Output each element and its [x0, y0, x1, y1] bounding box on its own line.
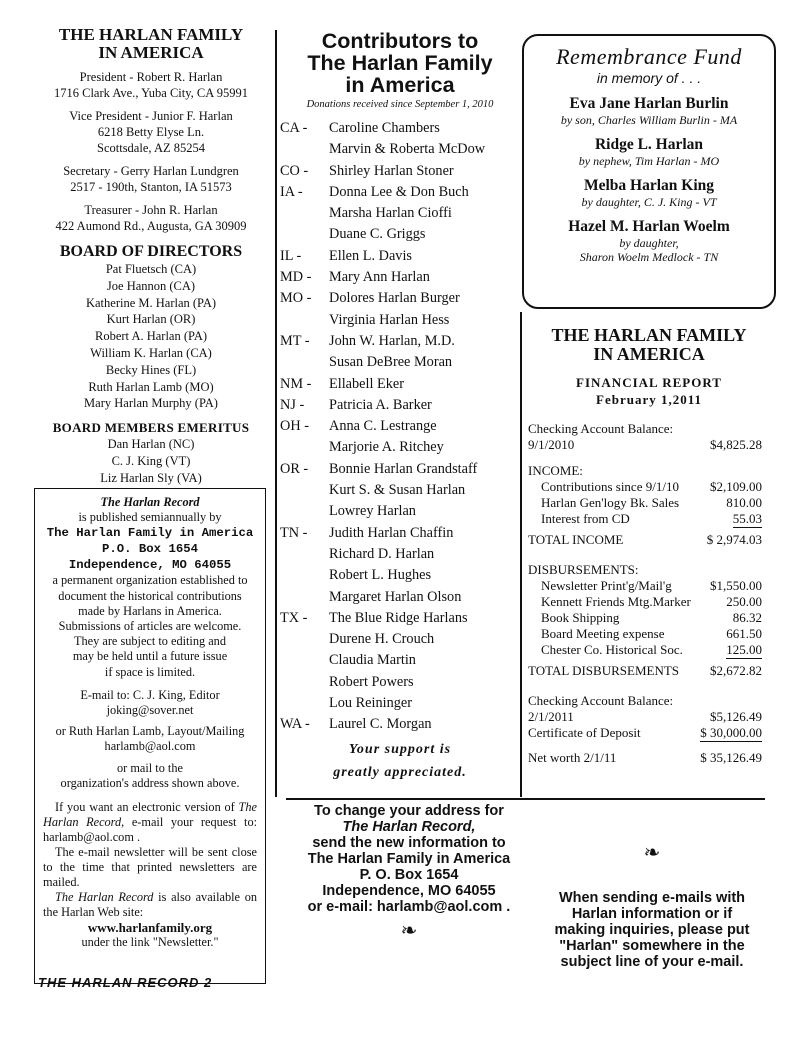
- vice-president: Vice President - Junior F. Harlan 6218 Betty Elyse Ln. Scottsdale, AZ 85254: [69, 109, 233, 155]
- email-instructions-notice: When sending e-mails with Harlan information or if making inquiries, please put "Harlan" somewhere in the subject line of your e-mail.: [554, 890, 750, 970]
- memorial-donor: by daughter,: [619, 236, 679, 250]
- contributor-row: [280, 565, 520, 586]
- contributor-name: Virginia Harlan Hess: [329, 311, 450, 328]
- contributor-name: Donna Lee & Don Buch: [329, 183, 469, 200]
- income-row: Harlan Gen'logy Bk. Sales 810.00: [541, 495, 762, 510]
- state: MT -: [280, 332, 310, 349]
- contributor-name: Marjorie A. Ritchey: [329, 439, 444, 456]
- contributor-row: [280, 288, 520, 309]
- contributor-row: [280, 480, 520, 501]
- contributor-name: Robert L. Hughes: [329, 567, 432, 584]
- contributor-name: Duane C. Griggs: [329, 226, 426, 243]
- contributor-row: [280, 161, 520, 182]
- remembrance-subtitle: in memory of . . .: [596, 70, 702, 86]
- state: OR -: [280, 460, 309, 477]
- contributor-name: Ellen L. Davis: [329, 247, 412, 264]
- memorial-name: Melba Harlan King: [583, 177, 715, 194]
- remembrance-fund-box: [522, 34, 776, 309]
- state: NM -: [280, 375, 312, 392]
- memorial-donor: by son, Charles William Burlin - MA: [560, 113, 738, 127]
- state: [280, 693, 329, 714]
- state: IA -: [280, 183, 303, 200]
- emeritus-heading: BOARD MEMBERS EMERITUS: [52, 420, 250, 436]
- contributor-row: [280, 608, 520, 629]
- board-member: William K. Harlan (CA): [90, 345, 212, 360]
- state: [280, 480, 329, 501]
- contributor-row: [280, 267, 520, 288]
- po-box: P.O. Box 1654: [102, 542, 198, 557]
- contributor-row: [280, 693, 520, 714]
- memorial-donor: by daughter, C. J. King - VT: [581, 195, 717, 209]
- change-address-notice: To change your address for The Harlan Record, send the new information to The Harlan Family in America P. O. Box 1654 Independence, MO 64055 or e-mail: harlamb@aol.com . ❧: [286, 803, 532, 939]
- thanks-line-2: greatly appreciated.: [333, 765, 467, 780]
- contributor-row: [280, 224, 520, 245]
- contributor-row: [280, 374, 520, 395]
- ornament-icon: ❧: [643, 842, 661, 864]
- officers-column: [36, 26, 266, 487]
- contributor-row: [280, 714, 520, 735]
- contributors-list: [280, 118, 520, 736]
- memorial-donor: by nephew, Tim Harlan - MO: [578, 154, 720, 168]
- board-member: Ruth Harlan Lamb (MO): [88, 379, 214, 394]
- board-member: Mary Harlan Murphy (PA): [84, 396, 218, 411]
- emeritus-member: Dan Harlan (NC): [107, 437, 195, 452]
- president: President - Robert R. Harlan 1716 Clark Ave., Yuba City, CA 95991: [54, 70, 248, 100]
- state: [280, 629, 329, 650]
- contributor-name: The Blue Ridge Harlans: [329, 609, 468, 626]
- remembrance-entry: [524, 218, 774, 264]
- contributor-row: [280, 331, 520, 352]
- state: [280, 565, 329, 586]
- contributor-name: Susan DeBree Moran: [329, 354, 453, 371]
- certificate-of-deposit-row: Certificate of Deposit $ 30,000.00: [528, 725, 762, 740]
- editor-email-label: E-mail to: C. J. King, Editor: [80, 687, 220, 702]
- state: [280, 672, 329, 693]
- memorial-donor: Sharon Woelm Medlock - TN: [579, 250, 719, 264]
- contributor-row: [280, 246, 520, 267]
- electronic-version-note: If you want an electronic version of The Harlan Record, e-mail your request to: harlamb@aol.com .: [43, 800, 258, 845]
- contributor-name: Caroline Chambers: [329, 120, 440, 136]
- contributor-name: Robert Powers: [329, 673, 414, 690]
- closing-balance-row: 2/1/2011 $5,126.49: [528, 709, 762, 724]
- disbursement-row: Board Meeting expense 661.50: [541, 626, 762, 641]
- remembrance-entry: [524, 136, 774, 168]
- state: [280, 139, 329, 160]
- contributors-title: Contributors to The Harlan Family in America: [307, 29, 493, 97]
- remembrance-title: Remembrance Fund: [556, 44, 742, 69]
- contributor-row: [280, 501, 520, 522]
- record-title: The Harlan Record: [100, 495, 200, 509]
- board-member: Joe Hannon (CA): [106, 278, 196, 293]
- state: OH -: [280, 418, 309, 435]
- ornament-icon: ❧: [400, 920, 418, 942]
- website-note: The Harlan Record is also available on the Harlan Web site:: [43, 890, 257, 920]
- emeritus-member: Liz Harlan Sly (VA): [100, 470, 202, 485]
- editor-email[interactable]: joking@sover.net: [106, 703, 194, 718]
- contributor-row: [280, 203, 520, 224]
- contributor-row: [280, 459, 520, 480]
- contributor-name: Shirley Harlan Stoner: [329, 162, 454, 179]
- state: [280, 224, 329, 245]
- contributor-row: [280, 523, 520, 544]
- contributors-subtitle: Donations received since September 1, 2010: [306, 99, 494, 110]
- thanks-line-1: Your support is: [348, 742, 452, 757]
- contributor-row: [280, 395, 520, 416]
- contributor-name: Margaret Harlan Olson: [329, 588, 462, 605]
- state: [280, 587, 329, 608]
- contributor-name: Marvin & Roberta McDow: [329, 141, 486, 158]
- state: MD -: [280, 269, 312, 286]
- disbursements-heading: DISBURSEMENTS:: [528, 562, 639, 577]
- board-member: Katherine M. Harlan (PA): [85, 295, 217, 310]
- state: [280, 310, 329, 331]
- state: [280, 501, 329, 522]
- contributor-row: [280, 352, 520, 373]
- income-heading: INCOME:: [528, 463, 583, 478]
- state: WA -: [280, 716, 310, 733]
- contributor-row: [280, 544, 520, 565]
- board-member: Becky Hines (FL): [105, 362, 197, 377]
- memorial-name: Ridge L. Harlan: [594, 136, 704, 153]
- harlan-record-box: The Harlan Record is published semiannually by The Harlan Family in America P.O. Box 1654 Independence, MO 64055 a permanent organization established to document the historical contributions made by Harlans in America. Submissions of articles are welcome. They are subject to editing and may be held until a future issue if space is limited. E-mail to: C. J. King, Editor joking@sover.net or Ruth Harlan Lamb, Layout/Mailing harlamb@aol.com or mail to the organization's address shown above. If you want an electronic version of The Harlan Record, e-mail your request to: harlamb@aol.com . The e-mail newsletter will be sent close to the time that printed newsletters are mailed. The Harlan Record is also available on the Harlan Web site: www.harlanfamily.org under the link "Newsletter.": [34, 488, 266, 984]
- disbursement-row: Newsletter Print'g/Mail'g $1,550.00: [541, 578, 762, 593]
- publisher-name: The Harlan Family in America: [46, 526, 254, 541]
- contributor-name: Judith Harlan Chaffin: [329, 524, 454, 541]
- total-disbursements-row: TOTAL DISBURSEMENTS $2,672.82: [528, 663, 762, 678]
- financial-org-title: THE HARLAN FAMILY IN AMERICA: [551, 325, 747, 364]
- state: [280, 352, 329, 373]
- state: [280, 650, 329, 671]
- disbursement-row: Book Shipping 86.32: [541, 610, 762, 625]
- board-member: Kurt Harlan (OR): [106, 312, 196, 327]
- contributor-name: Laurel C. Morgan: [329, 716, 432, 733]
- opening-balance-row: 9/1/2010 $4,825.28: [528, 437, 762, 452]
- state: TN -: [280, 524, 308, 541]
- contributor-name: Mary Ann Harlan: [329, 269, 430, 286]
- column-divider: [520, 312, 522, 797]
- org-title: THE HARLAN FAMILY IN AMERICA: [58, 25, 244, 62]
- state: CO -: [280, 162, 309, 179]
- board-list: [36, 261, 266, 412]
- state: NJ -: [280, 396, 305, 413]
- contributor-row: [280, 437, 520, 458]
- board-member: Pat Fluetsch (CA): [105, 262, 197, 276]
- remembrance-entry: [524, 177, 774, 209]
- contributor-name: Richard D. Harlan: [329, 545, 435, 562]
- contributor-name: Anna C. Lestrange: [329, 418, 437, 435]
- contributor-row: [280, 416, 520, 437]
- contributor-name: Ellabell Eker: [329, 375, 405, 392]
- contributor-row: [280, 139, 520, 160]
- contributor-row: [280, 182, 520, 203]
- website-link[interactable]: www.harlanfamily.org: [87, 920, 213, 936]
- contributor-row: [280, 672, 520, 693]
- income-row: Contributions since 9/1/10 $2,109.00: [541, 479, 762, 494]
- contributor-row: [280, 310, 520, 331]
- disbursement-row: Kennett Friends Mtg.Marker 250.00: [541, 594, 762, 609]
- page-footer: THE HARLAN RECORD 2: [38, 975, 213, 990]
- state: [280, 544, 329, 565]
- state: [280, 437, 329, 458]
- contributor-name: Kurt S. & Susan Harlan: [329, 482, 466, 499]
- memorial-name: Eva Jane Harlan Burlin: [569, 95, 729, 112]
- contributor-row: [280, 650, 520, 671]
- state: TX -: [280, 609, 308, 626]
- contributor-row: [280, 587, 520, 608]
- contributor-name: Lou Reininger: [329, 695, 412, 712]
- board-member: Robert A. Harlan (PA): [94, 329, 208, 344]
- emeritus-member: C. J. King (VT): [111, 453, 191, 468]
- contributor-name: Patricia A. Barker: [329, 396, 432, 413]
- treasurer: Treasurer - John R. Harlan 422 Aumond Rd., Augusta, GA 30909: [55, 203, 247, 233]
- financial-report-heading: FINANCIAL REPORT February 1,2011: [576, 375, 722, 407]
- memorial-name: Hazel M. Harlan Woelm: [568, 218, 730, 235]
- net-worth-row: Net worth 2/1/11 $ 35,126.49: [528, 750, 762, 765]
- remembrance-entry: [524, 95, 774, 127]
- contributor-name: Durene H. Crouch: [329, 631, 435, 648]
- contributor-row: [280, 118, 520, 139]
- contributor-name: John W. Harlan, M.D.: [329, 332, 455, 349]
- section-divider: [286, 798, 765, 800]
- contributor-name: Lowrey Harlan: [329, 503, 416, 520]
- disbursement-row: Chester Co. Historical Soc. 125.00: [541, 642, 762, 657]
- board-heading: BOARD OF DIRECTORS: [59, 243, 243, 260]
- contributor-row: [280, 629, 520, 650]
- layout-email[interactable]: harlamb@aol.com: [104, 739, 196, 754]
- contributor-name: Claudia Martin: [329, 652, 416, 669]
- state: [280, 203, 329, 224]
- financial-report: Checking Account Balance: 9/1/2010 $4,825.28 INCOME: Contributions since 9/1/10 $2,109.00 Harlan Gen'logy Bk. Sales 810.00 Interest from CD 55.03 TOTAL INCOME $ 2,974.03 DISBURSEMENTS: Newsletter Print'g/Mail'g $1,550.00 Kennett Friends Mtg.Marker 250.00 Book Shipping 86.32 Board Meeting expense 661.50 Chester Co. Historical Soc. 125.00 TOTAL DISBURSEMENTS $2,672.82 Checking Account Balance: 2/1/2011 $5,126.49 Certificate of Deposit $ 30,000.00 Net worth 2/1/11 $ 35,126.49: [528, 421, 762, 765]
- newsletter-note: The e-mail newsletter will be sent close to the time that printed newsletters are mailed.: [43, 845, 257, 890]
- state: MO -: [280, 290, 312, 307]
- contributor-name: Dolores Harlan Burger: [329, 290, 460, 307]
- contributor-name: Bonnie Harlan Grandstaff: [329, 460, 478, 477]
- income-row: Interest from CD 55.03: [541, 511, 762, 526]
- state: CA -: [280, 120, 308, 136]
- column-divider: [275, 30, 277, 797]
- emeritus-list: [36, 436, 266, 486]
- contributor-name: Marsha Harlan Cioffi: [329, 205, 452, 222]
- total-income-row: TOTAL INCOME $ 2,974.03: [528, 532, 762, 547]
- state: IL -: [280, 247, 302, 264]
- city-state: Independence, MO 64055: [68, 558, 232, 573]
- secretary: Secretary - Gerry Harlan Lundgren 2517 - 190th, Stanton, IA 51573: [63, 164, 239, 194]
